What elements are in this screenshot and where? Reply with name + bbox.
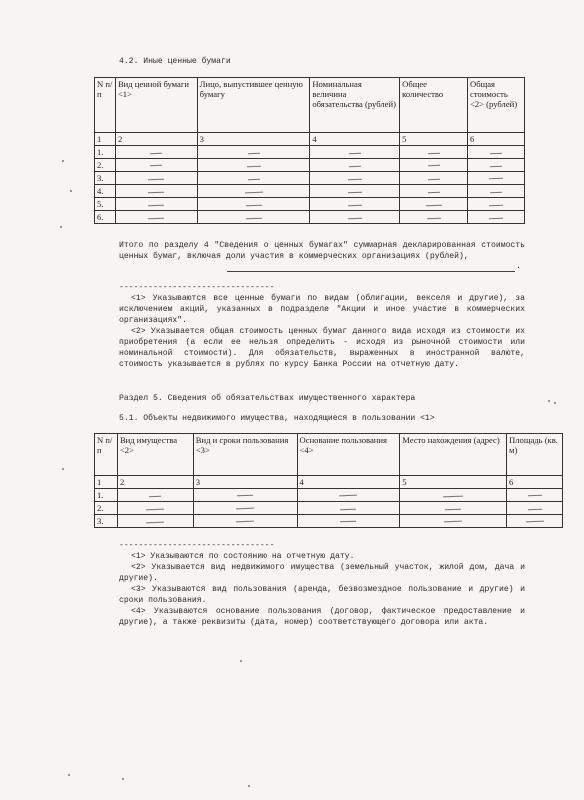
column-number: 5 bbox=[400, 133, 468, 146]
dash-mark bbox=[115, 172, 197, 185]
column-number: 6 bbox=[468, 133, 525, 146]
dash-mark bbox=[310, 211, 400, 224]
dash-mark bbox=[400, 172, 468, 185]
dash-mark bbox=[400, 185, 468, 198]
section-heading-5: Раздел 5. Сведения об обязательствах имущественного характера bbox=[119, 394, 416, 403]
dash-mark bbox=[468, 146, 525, 159]
column-number: 5 bbox=[400, 476, 507, 489]
dash-mark bbox=[117, 489, 193, 502]
header-cell-nominal-value: Номинальная величина обязательства (рублей) bbox=[310, 78, 400, 133]
footnote-3: <3> Указываются вид пользования (аренда, безвозмездное пользование и другие) и сроки пользования. bbox=[119, 585, 525, 605]
header-cell-usage-basis: Основание пользования <4> bbox=[297, 434, 400, 476]
dash-mark bbox=[310, 172, 400, 185]
table-row bbox=[95, 515, 563, 528]
dash-mark bbox=[197, 198, 310, 211]
header-cell-number: N п/п bbox=[95, 78, 116, 133]
total-text: Итого по разделу 4 "Сведения о ценных бумагах" суммарная декларированная стоимость ценных бумаг, включая доли участия в коммерческих организациях (рублей), bbox=[119, 241, 525, 261]
row-number: 1. bbox=[95, 146, 116, 159]
column-number: 6 bbox=[507, 476, 563, 489]
dash-mark bbox=[197, 146, 310, 159]
section-heading-5-1: 5.1. Объекты недвижимого имущества, находящиеся в пользовании <1> bbox=[119, 414, 435, 423]
column-number: 4 bbox=[297, 476, 400, 489]
column-number-row bbox=[95, 476, 563, 489]
scan-speck bbox=[62, 468, 64, 470]
table-header-row bbox=[95, 78, 525, 133]
column-number: 1 bbox=[95, 476, 118, 489]
dash-mark bbox=[468, 159, 525, 172]
header-cell-property-type: Вид имущества <2> bbox=[117, 434, 193, 476]
dash-mark bbox=[197, 211, 310, 224]
dash-mark bbox=[310, 198, 400, 211]
footnote-separator: -------------------------------- bbox=[119, 541, 275, 550]
header-cell-area: Площадь (кв. м) bbox=[507, 434, 563, 476]
dash-mark bbox=[400, 159, 468, 172]
scan-speck bbox=[240, 660, 242, 662]
dash-mark bbox=[400, 146, 468, 159]
dash-mark bbox=[468, 198, 525, 211]
dash-mark bbox=[197, 172, 310, 185]
header-cell-location: Место нахождения (адрес) bbox=[400, 434, 507, 476]
column-number: 3 bbox=[193, 476, 297, 489]
column-number: 3 bbox=[197, 133, 310, 146]
total-paragraph bbox=[119, 240, 525, 262]
table-row bbox=[95, 185, 525, 198]
dash-mark bbox=[400, 502, 507, 515]
scan-speck bbox=[122, 778, 124, 780]
row-number: 2. bbox=[95, 502, 118, 515]
row-number: 5. bbox=[95, 198, 116, 211]
header-cell-usage-type: Вид и сроки пользования <3> bbox=[193, 434, 297, 476]
table-row bbox=[95, 502, 563, 515]
footnote-4: <4> Указываются основание пользования (договор, фактическое предоставление и другие), а также реквизиты (дата, номер) соответствующего договора или акта. bbox=[119, 607, 525, 627]
scan-speck bbox=[248, 785, 250, 787]
dash-mark bbox=[400, 211, 468, 224]
table-row bbox=[95, 146, 525, 159]
row-number: 3. bbox=[95, 515, 118, 528]
footnote-2: <2> Указывается общая стоимость ценных бумаг данного вида исходя из стоимости их приобретения (а если ее нельзя определить - исходя из рыночной стоимости или номинальной стоимости). Для обязательств, выраженных в иностранной валюте, стоимость указывается в рублях по курсу Банка России на отчетную дату. bbox=[119, 327, 525, 369]
header-cell-security-type: Вид ценной бумаги <1> bbox=[115, 78, 197, 133]
dash-mark bbox=[468, 172, 525, 185]
column-number: 2 bbox=[115, 133, 197, 146]
dash-mark bbox=[117, 502, 193, 515]
table-row bbox=[95, 172, 525, 185]
table-header-row bbox=[95, 434, 563, 476]
footnote-2: <2> Указывается вид недвижимого имущества (земельный участок, жилой дом, дача и другие). bbox=[119, 563, 525, 583]
row-number: 6. bbox=[95, 211, 116, 224]
table-row bbox=[95, 159, 525, 172]
column-number: 4 bbox=[310, 133, 400, 146]
dash-mark bbox=[115, 159, 197, 172]
total-value-line bbox=[227, 271, 515, 272]
dash-mark bbox=[400, 489, 507, 502]
dash-mark bbox=[310, 146, 400, 159]
dash-mark bbox=[468, 211, 525, 224]
scan-speck bbox=[60, 226, 62, 228]
dash-mark bbox=[115, 146, 197, 159]
total-end-mark: . bbox=[516, 262, 521, 271]
column-number: 1 bbox=[95, 133, 116, 146]
dash-mark bbox=[193, 515, 297, 528]
dash-mark bbox=[197, 185, 310, 198]
dash-mark bbox=[507, 502, 563, 515]
scan-speck bbox=[554, 402, 556, 404]
dash-mark bbox=[310, 159, 400, 172]
row-number: 2. bbox=[95, 159, 116, 172]
dash-mark bbox=[507, 489, 563, 502]
table-row bbox=[95, 211, 525, 224]
row-number: 3. bbox=[95, 172, 116, 185]
row-number: 1. bbox=[95, 489, 118, 502]
scan-speck bbox=[70, 190, 72, 192]
dash-mark bbox=[297, 515, 400, 528]
dash-mark bbox=[197, 159, 310, 172]
footnote-separator: -------------------------------- bbox=[119, 283, 275, 292]
column-number: 2 bbox=[117, 476, 193, 489]
dash-mark bbox=[117, 515, 193, 528]
footnote-1: <1> Указываются по состоянию на отчетную дату. bbox=[131, 552, 355, 561]
securities-table bbox=[94, 77, 525, 224]
footnote-1: <1> Указываются все ценные бумаги по видам (облигации, векселя и другие), за исключением акций, указанных в подразделе "Акции и иное участие в коммерческих организациях". bbox=[119, 294, 525, 325]
dash-mark bbox=[297, 489, 400, 502]
table-row bbox=[95, 489, 563, 502]
table-row bbox=[95, 198, 525, 211]
header-cell-issuer: Лицо, выпустившее ценную бумагу bbox=[197, 78, 310, 133]
dash-mark bbox=[400, 198, 468, 211]
header-cell-number: N п/п bbox=[95, 434, 118, 476]
dash-mark bbox=[400, 515, 507, 528]
dash-mark bbox=[193, 489, 297, 502]
header-cell-total-value: Общая стоимость <2> (рублей) bbox=[468, 78, 525, 133]
real-estate-table bbox=[94, 433, 563, 528]
dash-mark bbox=[193, 502, 297, 515]
section-heading-4-2: 4.2. Иные ценные бумаги bbox=[119, 57, 231, 66]
column-number-row bbox=[95, 133, 525, 146]
scan-speck bbox=[548, 400, 550, 402]
scan-speck bbox=[62, 160, 64, 162]
dash-mark bbox=[115, 211, 197, 224]
scan-speck bbox=[68, 774, 70, 776]
dash-mark bbox=[115, 198, 197, 211]
row-number: 4. bbox=[95, 185, 116, 198]
dash-mark bbox=[297, 502, 400, 515]
header-cell-quantity: Общее количество bbox=[400, 78, 468, 133]
dash-mark bbox=[115, 185, 197, 198]
dash-mark bbox=[507, 515, 563, 528]
dash-mark bbox=[310, 185, 400, 198]
dash-mark bbox=[468, 185, 525, 198]
